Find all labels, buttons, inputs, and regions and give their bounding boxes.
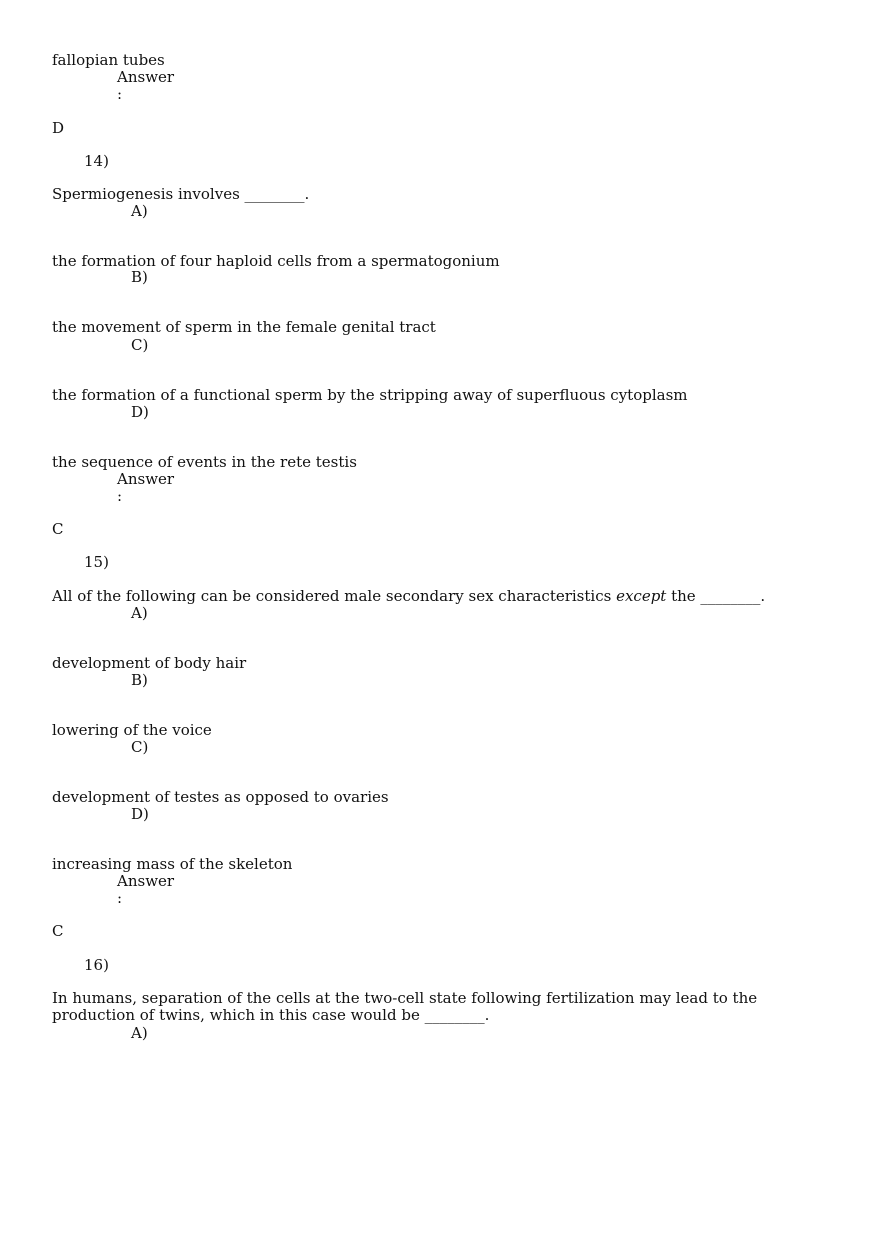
option-text-d: increasing mass of the skeleton — [52, 855, 293, 873]
question-stem: In humans, separation of the cells at the two-cell state following fertilization may lead to the production of twins, which in this case would be ________. — [52, 989, 758, 1024]
option-letter-c: C) — [131, 336, 149, 354]
answer-value: C — [52, 520, 64, 538]
answer-colon: : — [117, 85, 123, 103]
question-stem-before: All of the following can be considered male secondary sex characteristics — [52, 587, 617, 605]
option-text-c: the formation of a functional sperm by the stripping away of superfluous cytoplasm — [52, 386, 688, 404]
option-text-a: development of body hair — [52, 654, 247, 672]
question-number: 16) — [84, 956, 109, 974]
option-text-d: the sequence of events in the rete testis — [52, 453, 357, 471]
question-stem — [52, 588, 765, 605]
option-letter-c: C) — [131, 738, 149, 756]
question-stem: Spermiogenesis involves ________. — [52, 185, 310, 203]
question-stem-emphasis: except — [616, 587, 667, 605]
previous-option-text: fallopian tubes — [52, 51, 165, 69]
answer-value: D — [52, 119, 65, 137]
option-text-b: the movement of sperm in the female genital tract — [52, 318, 436, 336]
option-letter-d: D) — [131, 403, 149, 421]
option-letter-d: D) — [131, 805, 149, 823]
answer-label: Answer — [117, 872, 175, 890]
answer-label: Answer — [117, 470, 175, 488]
option-letter-b: B) — [131, 268, 148, 286]
option-text-a: the formation of four haploid cells from a spermatogonium — [52, 252, 500, 270]
option-letter-a: A) — [131, 604, 148, 622]
answer-colon: : — [117, 487, 123, 505]
option-letter-a: A) — [131, 202, 148, 220]
question-number: 15) — [84, 553, 109, 571]
option-text-b: lowering of the voice — [52, 721, 212, 739]
answer-value: C — [52, 922, 64, 940]
option-text-c: development of testes as opposed to ovaries — [52, 788, 389, 806]
option-letter-a: A) — [131, 1024, 148, 1042]
answer-label: Answer — [117, 68, 175, 86]
answer-colon: : — [117, 889, 123, 907]
question-stem-after: the ________. — [666, 587, 766, 605]
option-letter-b: B) — [131, 671, 148, 689]
question-number: 14) — [84, 152, 109, 170]
